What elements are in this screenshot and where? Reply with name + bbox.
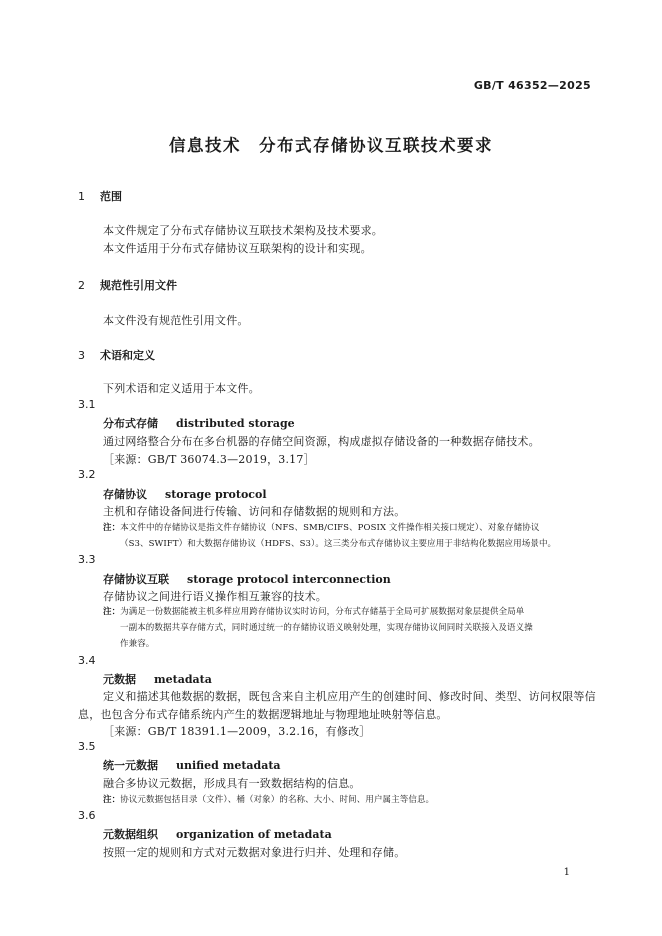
term-note-line: 一副本的数据共享存储方式，同时通过统一的存储协议语义映射处理，实现存储协议间同时关联接入及语义操	[120, 623, 533, 633]
note-text: 协议元数据包括目录（文件）、桶（对象）的名称、大小、时间、用户属主等信息。	[120, 795, 435, 805]
note-label: 注：	[103, 523, 121, 533]
term-definition: 按照一定的规则和方式对元数据对象进行归并、处理和存储。	[103, 846, 406, 859]
paragraph: 下列术语和定义适用于本文件。	[103, 382, 260, 395]
section-title: 规范性引用文件	[100, 279, 177, 292]
term-note-line: （S3、SWIFT）和大数据存储协议（HDFS、S3）。这三类分布式存储协议主要应用于非结构化数据应用场景中。	[120, 539, 557, 549]
term-zh: 元数据组织	[103, 828, 158, 841]
paragraph: 本文件规定了分布式存储协议互联技术架构及技术要求。	[103, 224, 383, 237]
section-2-heading	[78, 277, 177, 293]
note-text: 为满足一份数据能被主机多样应用跨存储协议实时访问，分布式存储基于全局可扩展数据对象层提供全局单	[120, 607, 525, 617]
term-zh: 存储协议	[103, 488, 147, 501]
term-source: ［来源：GB/T 36074.3—2019，3.17］	[103, 453, 315, 466]
term-source: ［来源：GB/T 18391.1—2009，3.2.16，有修改］	[103, 725, 371, 738]
section-3-heading	[78, 347, 155, 363]
term-note	[103, 521, 539, 533]
term-number: 3.5	[78, 740, 96, 753]
note-text: 本文件中的存储协议是指文件存储协议（NFS、SMB/CIFS、POSIX 文件操作相关接口规定）、对象存储协议	[120, 523, 540, 533]
term-note	[103, 605, 524, 617]
term-zh: 分布式存储	[103, 417, 158, 430]
term-en: metadata	[154, 673, 212, 686]
note-label: 注：	[103, 795, 121, 805]
term-zh: 存储协议互联	[103, 573, 169, 586]
term-en: storage protocol interconnection	[187, 573, 391, 586]
term-en: storage protocol	[165, 488, 267, 501]
term-entry	[103, 826, 332, 842]
term-definition: 主机和存储设备间进行传输、访问和存储数据的规则和方法。	[103, 505, 406, 518]
term-number: 3.1	[78, 398, 96, 411]
note-label: 注：	[103, 607, 121, 617]
page-number: 1	[563, 867, 570, 878]
section-number: 2	[78, 279, 85, 292]
term-number: 3.4	[78, 654, 96, 667]
term-entry	[103, 757, 281, 773]
term-zh: 统一元数据	[103, 759, 158, 772]
term-note-line: 作兼容。	[120, 639, 155, 649]
term-entry	[103, 415, 295, 431]
section-title: 术语和定义	[100, 349, 155, 362]
term-zh: 元数据	[103, 673, 136, 686]
section-1-heading	[78, 188, 122, 204]
term-definition: 通过网络整合分布在多台机器的存储空间资源，构成虚拟存储设备的一种数据存储技术。	[103, 435, 540, 448]
term-note	[103, 793, 434, 805]
term-definition-cont: 息，也包含分布式存储系统内产生的数据逻辑地址与物理地址映射等信息。	[78, 708, 448, 721]
section-number: 3	[78, 349, 85, 362]
term-en: unified metadata	[176, 759, 281, 772]
standard-number: GB/T 46352—2025	[473, 79, 591, 92]
term-number: 3.6	[78, 809, 96, 822]
term-en: organization of metadata	[176, 828, 332, 841]
term-number: 3.2	[78, 468, 96, 481]
term-definition: 定义和描述其他数据的数据，既包含来自主机应用产生的创建时间、修改时间、类型、访问权限等信	[103, 690, 596, 703]
term-definition: 融合多协议元数据，形成具有一致数据结构的信息。	[103, 777, 361, 790]
paragraph: 本文件没有规范性引用文件。	[103, 314, 249, 327]
document-title: 信息技术 分布式存储协议互联技术要求	[169, 136, 493, 155]
paragraph: 本文件适用于分布式存储协议互联架构的设计和实现。	[103, 242, 372, 255]
term-entry	[103, 671, 212, 687]
term-en: distributed storage	[176, 417, 295, 430]
term-definition: 存储协议之间进行语义操作相互兼容的技术。	[103, 590, 327, 603]
term-number: 3.3	[78, 553, 96, 566]
term-entry	[103, 571, 391, 587]
section-title: 范围	[100, 190, 122, 203]
section-number: 1	[78, 190, 85, 203]
term-entry	[103, 486, 267, 502]
